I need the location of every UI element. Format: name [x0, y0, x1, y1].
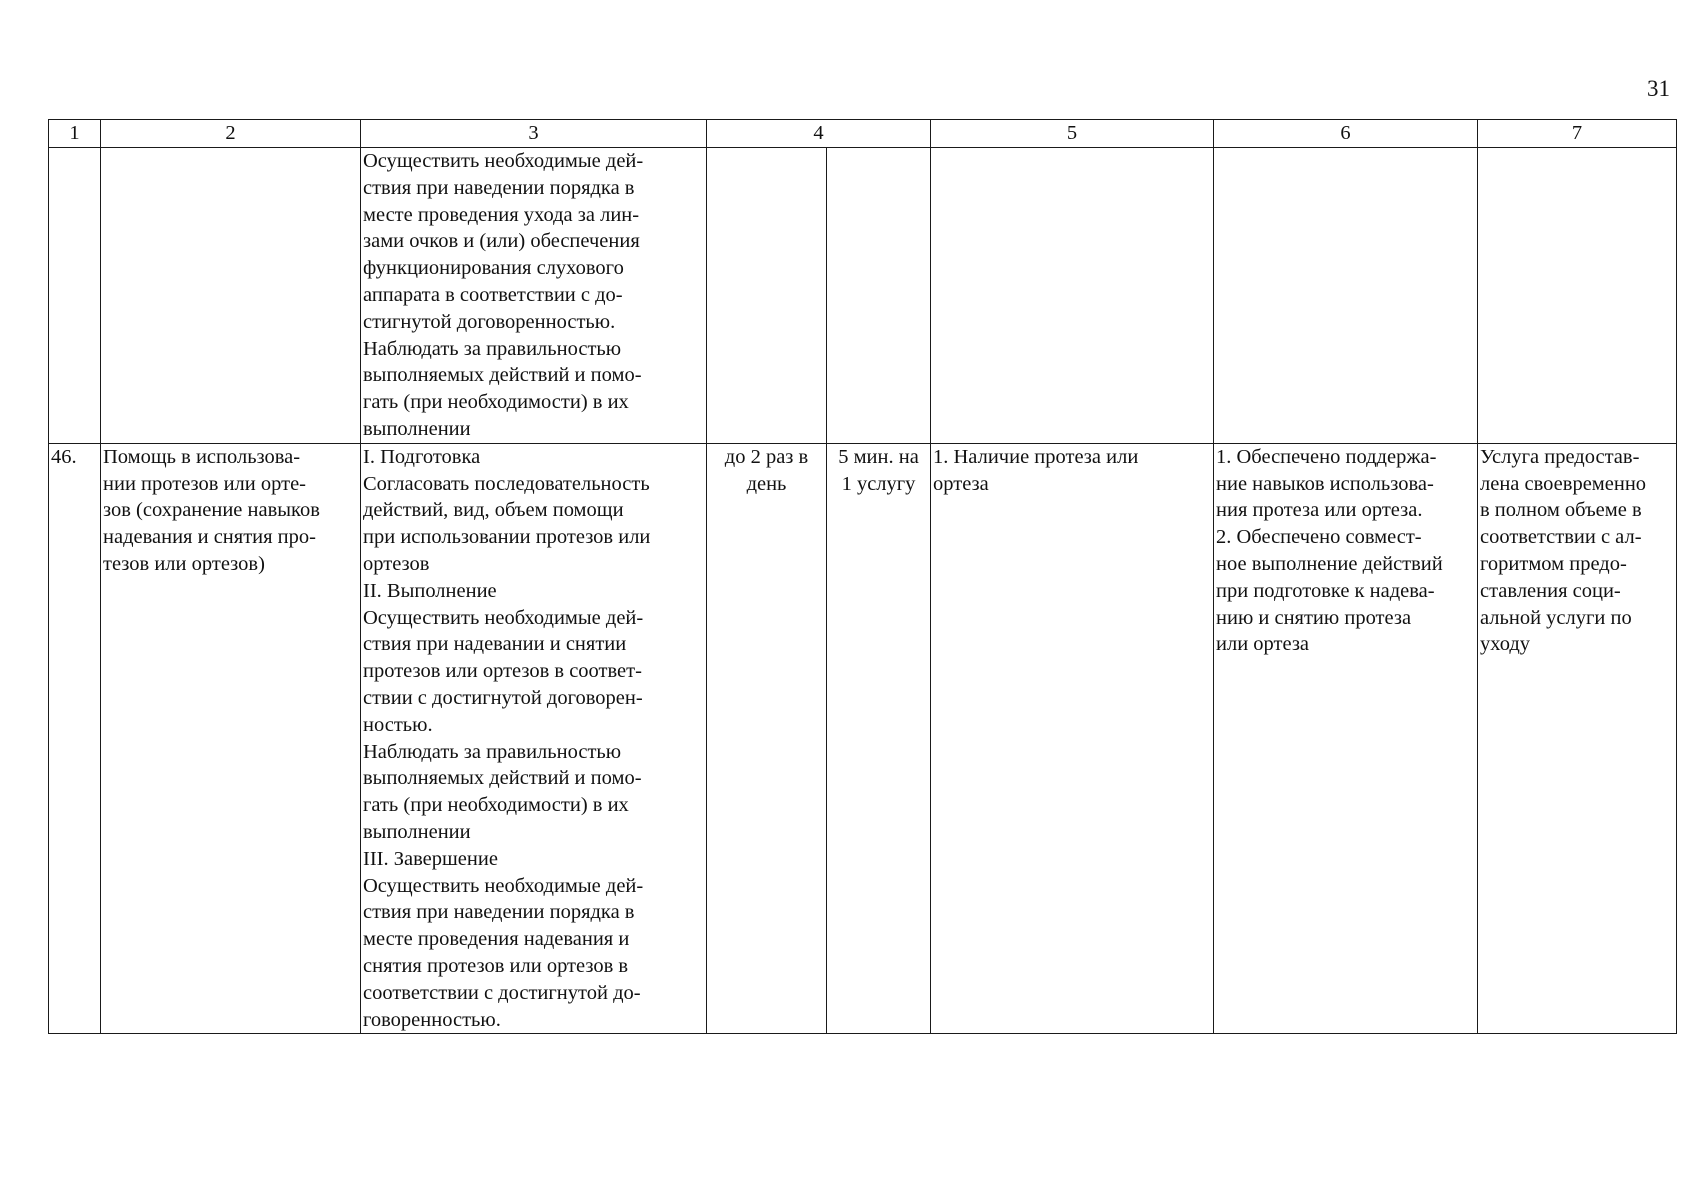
actions-continuation-text: Осуществить необходимые дей- ствия при наведении порядка в месте проведения ухода за лин- зами очков и (или) обеспечения функционирования слухового аппарата в соответствии с до- стигнутой договоренностью. Наблюдать за правильностью выполняемых действий и помо- гать (при необходимости) в их выполнении	[363, 150, 644, 440]
cell-number-empty	[49, 148, 101, 444]
cell-conditions-empty	[931, 148, 1214, 444]
results-text: 1. Обеспечено поддержа- ние навыков использова- ния протеза или ортеза. 2. Обеспечено совмест- ное выполнение действий при подготовке к надева- нию и снятию протеза или ортеза	[1216, 445, 1443, 656]
header-col-4: 4	[707, 120, 931, 148]
header-col-6: 6	[1214, 120, 1478, 148]
service-actions-text: I. Подготовка Согласовать последовательность действий, вид, объем помощи при использовании протезов или ортезов II. Выполнение Осуществить необходимые дей- ствия при надевании и снятии протезов или ортезов в соответ- ствии с достигнутой договорен- ностью. Наблюдать за правильностью выполняемых действий и помо- гать (при необходимости) в их выполнении III. Завершение Осуществить необходимые дей- ствия при наведении порядка в месте проведения надевания и снятия протезов или ортезов в соответствии с достигнутой до- говоренностью.	[363, 445, 651, 1031]
cell-results	[1214, 443, 1478, 1034]
conditions-text: 1. Наличие протеза или ортеза	[933, 445, 1139, 495]
cell-evaluation-empty	[1478, 148, 1677, 444]
table-row-continuation	[49, 148, 1677, 444]
cell-row-number	[49, 443, 101, 1034]
header-row	[49, 120, 1677, 148]
evaluation-text: Услуга предостав- лена своевременно в полном объеме в соответствии с ал- горитмом предо- ставления соци- альной услуги по уходу	[1480, 445, 1647, 656]
duration-text: 5 мин. на 1 услугу	[838, 445, 919, 495]
services-table	[48, 119, 1677, 1034]
cell-conditions	[931, 443, 1214, 1034]
service-name-text: Помощь в использова- нии протезов или орте- зов (сохранение навыков надевания и снятия про- тезов или ортезов)	[103, 445, 320, 575]
cell-actions-continuation	[361, 148, 707, 444]
frequency-text: до 2 раз в день	[724, 445, 809, 495]
cell-service-actions	[361, 443, 707, 1034]
cell-duration-empty	[827, 148, 931, 444]
cell-results-empty	[1214, 148, 1478, 444]
row-number: 46.	[51, 445, 77, 468]
header-col-5: 5	[931, 120, 1214, 148]
cell-service-empty	[101, 148, 361, 444]
header-col-7: 7	[1478, 120, 1677, 148]
cell-duration	[827, 443, 931, 1034]
header-col-3: 3	[361, 120, 707, 148]
header-col-1: 1	[49, 120, 101, 148]
page-number: 31	[1647, 76, 1670, 101]
cell-evaluation	[1478, 443, 1677, 1034]
table-row-46	[49, 443, 1677, 1034]
cell-frequency	[707, 443, 827, 1034]
cell-frequency-empty	[707, 148, 827, 444]
header-col-2: 2	[101, 120, 361, 148]
cell-service-name	[101, 443, 361, 1034]
